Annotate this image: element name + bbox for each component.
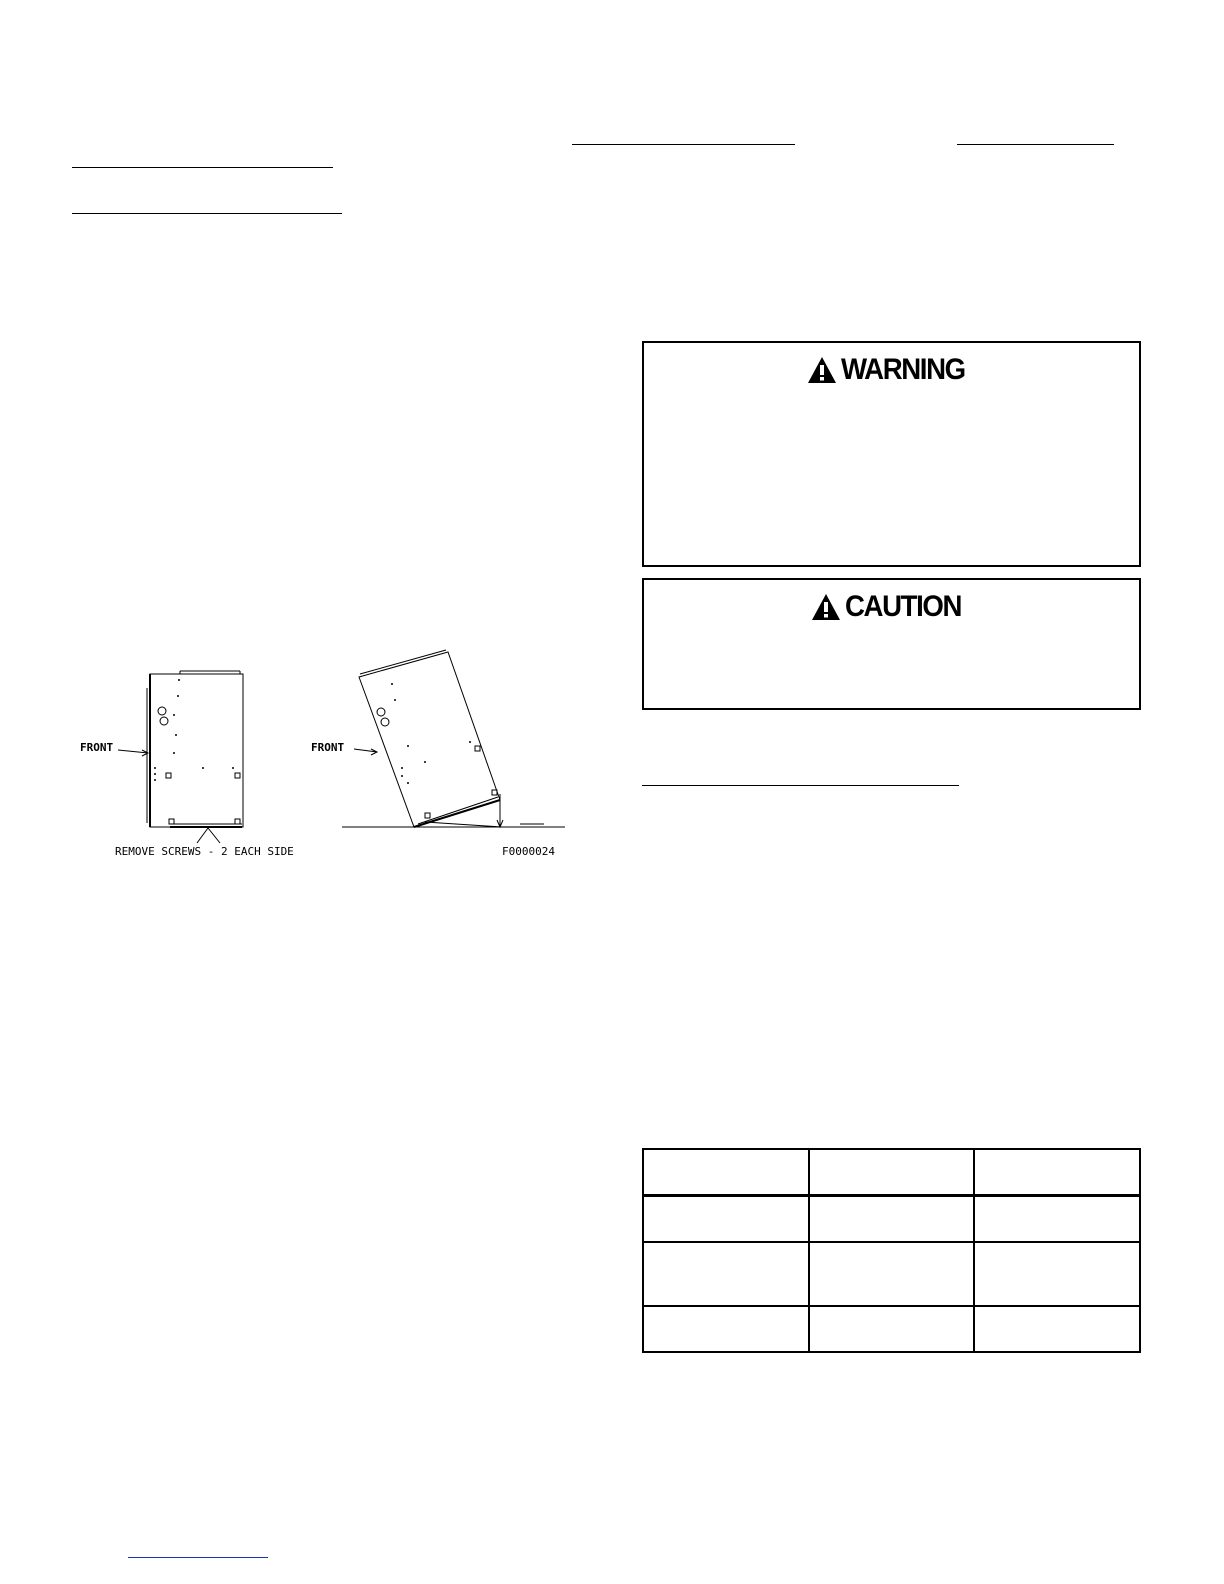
figure-id: F0000024	[502, 845, 555, 858]
heading-underline	[572, 144, 795, 145]
table-row	[643, 1196, 1140, 1243]
caution-heading: CAUTION	[845, 590, 962, 623]
table-cell	[643, 1196, 809, 1243]
warning-heading: WARNING	[841, 353, 965, 386]
table-cell	[809, 1306, 975, 1352]
heading-underline	[72, 213, 342, 214]
spec-table	[642, 1148, 1141, 1353]
table-row	[643, 1242, 1140, 1306]
front-label-right: FRONT	[311, 741, 345, 754]
caution-triangle-icon	[811, 593, 841, 621]
heading-underline	[957, 144, 1114, 145]
cabinet-upright	[150, 674, 243, 827]
caution-header	[644, 590, 1139, 624]
table-cell	[809, 1196, 975, 1243]
table-header-row	[643, 1149, 1140, 1196]
table-cell	[974, 1306, 1140, 1352]
table-cell	[643, 1149, 809, 1196]
front-label-left: FRONT	[80, 741, 114, 754]
table-row	[643, 1306, 1140, 1352]
cabinet-figure	[70, 640, 570, 870]
heading-underline	[72, 167, 333, 168]
table-cell	[809, 1149, 975, 1196]
figure-caption: REMOVE SCREWS - 2 EACH SIDE	[115, 845, 294, 858]
heading-underline	[642, 785, 959, 786]
table-cell	[809, 1242, 975, 1306]
cabinet-tilted	[359, 652, 500, 827]
warning-box	[642, 341, 1141, 567]
caution-box	[642, 578, 1141, 710]
table-cell	[974, 1196, 1140, 1243]
table-cell	[974, 1149, 1140, 1196]
table-cell	[643, 1242, 809, 1306]
table-cell	[643, 1306, 809, 1352]
warning-header	[644, 353, 1139, 387]
footer-link-underline[interactable]	[128, 1557, 268, 1558]
table-cell	[974, 1242, 1140, 1306]
warning-triangle-icon	[807, 356, 837, 384]
